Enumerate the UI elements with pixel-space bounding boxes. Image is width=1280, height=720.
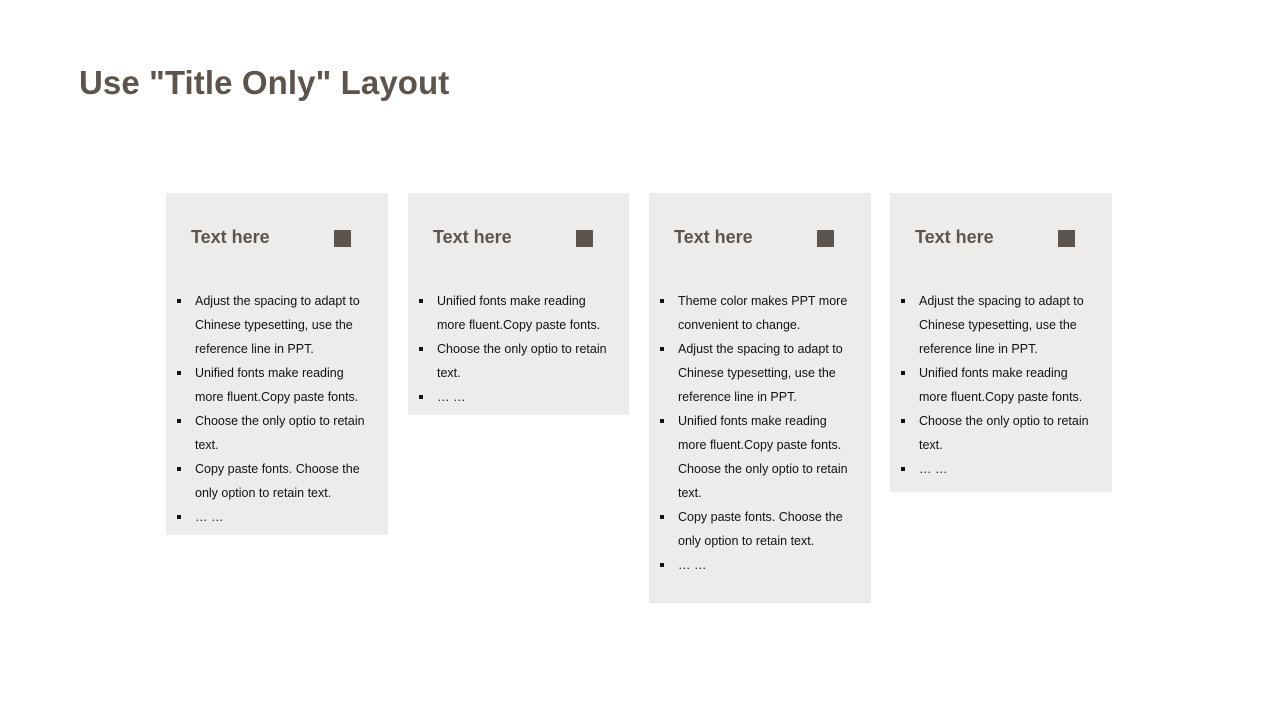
square-icon: [334, 230, 351, 247]
list-item: Unified fonts make reading more fluent.Copy paste fonts.: [890, 361, 1112, 409]
list-item: Choose the only optio to retain text.: [166, 409, 388, 457]
square-icon: [576, 230, 593, 247]
bullet-list: [166, 289, 388, 529]
list-item: Choose the only optio to retain text.: [890, 409, 1112, 457]
list-item: Theme color makes PPT more convenient to change.: [649, 289, 871, 337]
list-item: … …: [649, 553, 871, 577]
card-heading: Text here: [433, 227, 512, 247]
square-icon: [1058, 230, 1075, 247]
list-item: Copy paste fonts. Choose the only option to retain text.: [166, 457, 388, 505]
list-item: … …: [166, 505, 388, 529]
text-card-3: [649, 193, 871, 603]
card-heading: Text here: [915, 227, 994, 247]
list-item: … …: [408, 385, 629, 409]
card-heading: Text here: [191, 227, 270, 247]
card-header: [166, 193, 388, 283]
bullet-list: [890, 289, 1112, 481]
list-item: Unified fonts make reading more fluent.Copy paste fonts. Choose the only optio to retain text.: [649, 409, 871, 505]
card-header: [649, 193, 871, 283]
card-heading: Text here: [674, 227, 753, 247]
text-card-4: [890, 193, 1112, 492]
list-item: Unified fonts make reading more fluent.Copy paste fonts.: [166, 361, 388, 409]
list-item: Copy paste fonts. Choose the only option to retain text.: [649, 505, 871, 553]
bullet-list: [408, 289, 629, 409]
text-card-1: [166, 193, 388, 535]
list-item: Unified fonts make reading more fluent.Copy paste fonts.: [408, 289, 629, 337]
page-title: Use "Title Only" Layout: [79, 64, 450, 101]
list-item: Adjust the spacing to adapt to Chinese typesetting, use the reference line in PPT.: [890, 289, 1112, 361]
square-icon: [817, 230, 834, 247]
text-card-2: [408, 193, 629, 415]
list-item: Adjust the spacing to adapt to Chinese typesetting, use the reference line in PPT.: [166, 289, 388, 361]
bullet-list: [649, 289, 871, 577]
list-item: … …: [890, 457, 1112, 481]
card-header: [408, 193, 629, 283]
list-item: Choose the only optio to retain text.: [408, 337, 629, 385]
list-item: Adjust the spacing to adapt to Chinese typesetting, use the reference line in PPT.: [649, 337, 871, 409]
card-header: [890, 193, 1112, 283]
